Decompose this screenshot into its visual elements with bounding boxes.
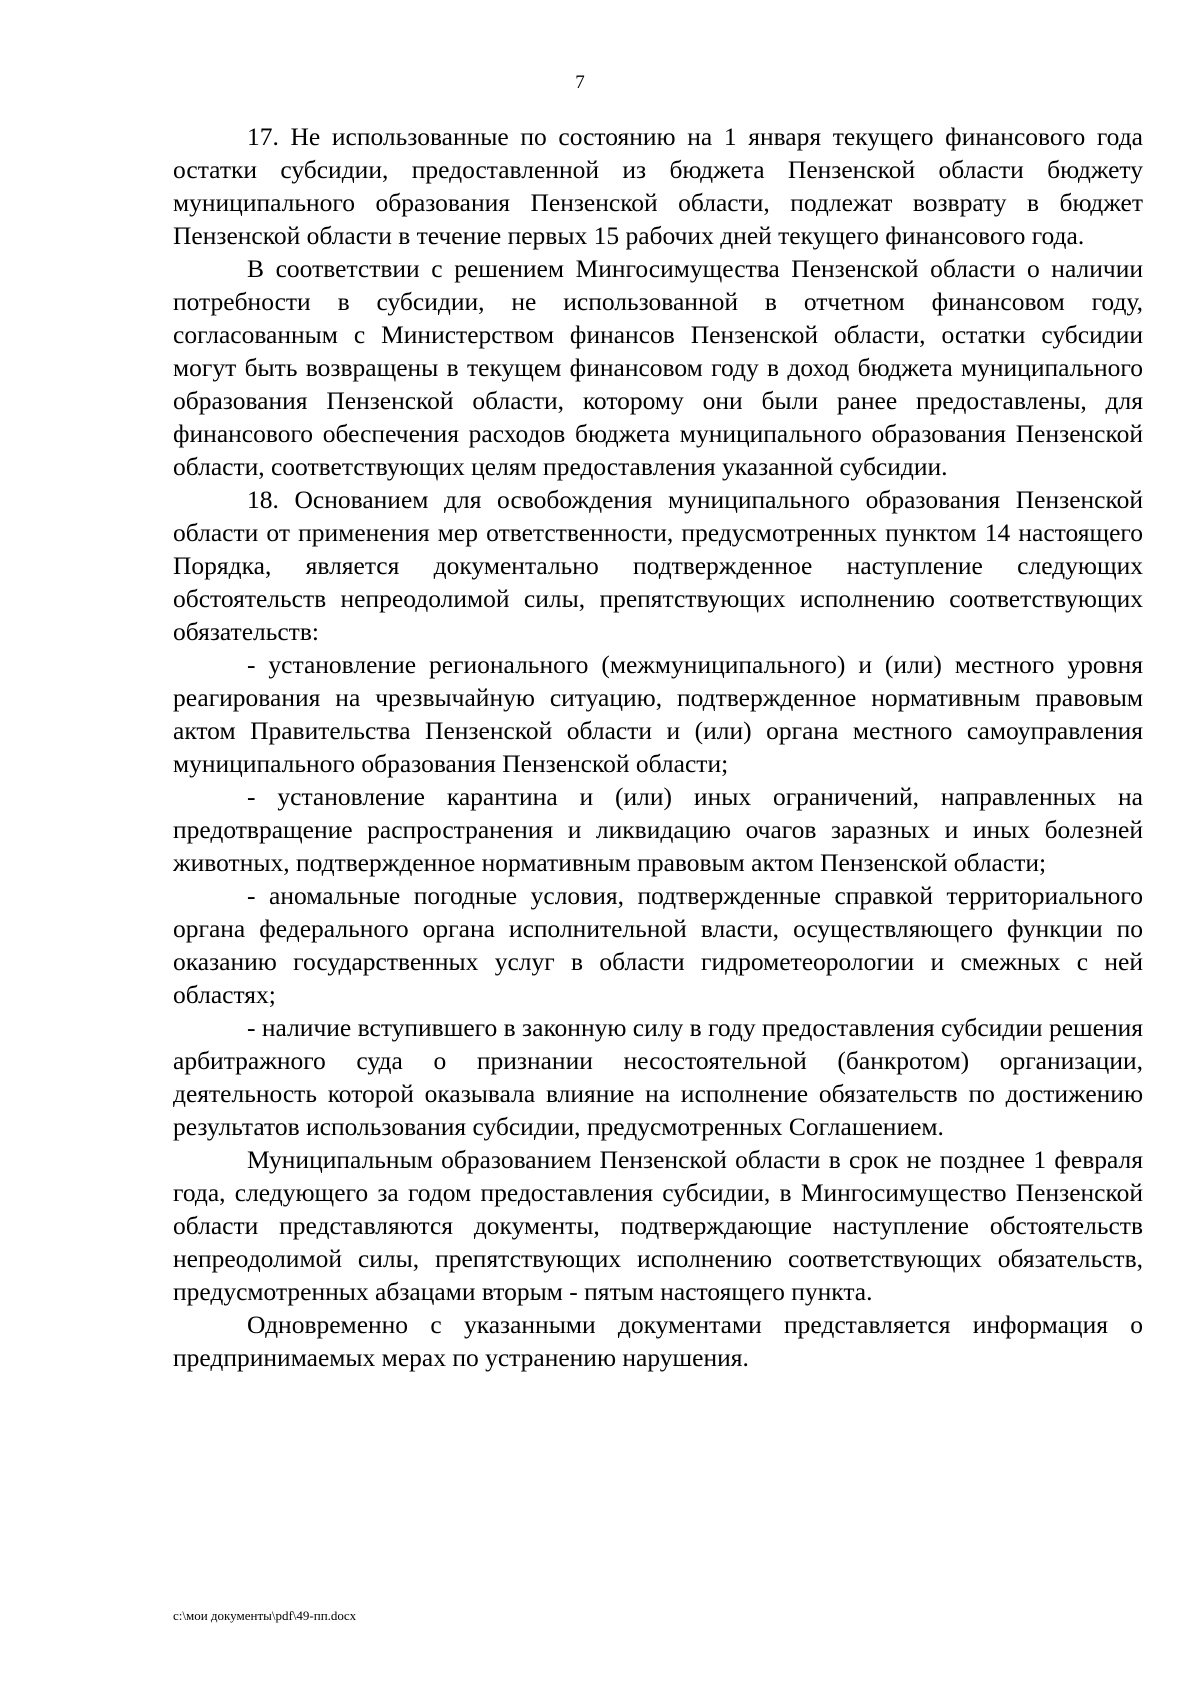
paragraph-18: 18. Основанием для освобождения муниципального образования Пензенской области от применения мер ответственности, предусмотренных пунктом 14 настоящего Порядка, является документально подтвержденное наступление следующих обстоятельств непреодолимой силы, препятствующих исполнению соответствующих обязательств: bbox=[173, 485, 1143, 646]
page-number: 7 bbox=[575, 72, 585, 93]
paragraph-17-return: В соответствии с решением Мингосимущества Пензенской области о наличии потребности в субсидии, не использованной в отчетном финансовом году, согласованным с Министерством финансов Пензенской области, остатки субсидии могут быть возвращены в текущем финансовом году в доход бюджета муниципального образования Пензенской области, которому они были ранее предоставлены, для финансового обеспечения расходов бюджета муниципального образования Пензенской области, соответствующих целям предоставления указанной субсидии. bbox=[173, 254, 1143, 481]
document-body bbox=[173, 120, 1143, 1374]
paragraph-17: 17. Не использованные по состоянию на 1 января текущего финансового года остатки субсидии, предоставленной из бюджета Пензенской области бюджету муниципального образования Пензенской области, подлежат возврату в бюджет Пензенской области в течение первых 15 рабочих дней текущего финансового года. bbox=[173, 122, 1143, 250]
list-item-weather: - аномальные погодные условия, подтвержденные справкой территориального органа федерального органа исполнительной власти, осуществляющего функции по оказанию государственных услуг в области гидрометеорологии и смежных с ней областях; bbox=[173, 881, 1143, 1009]
list-item-emergency: - установление регионального (межмуниципального) и (или) местного уровня реагирования на чрезвычайную ситуацию, подтвержденное нормативным правовым актом Правительства Пензенской области и (или) органа местного самоуправления муниципального образования Пензенской области; bbox=[173, 650, 1143, 778]
list-item-bankruptcy: - наличие вступившего в законную силу в году предоставления субсидии решения арбитражного суда о признании несостоятельной (банкротом) организации, деятельность которой оказывала влияние на исполнение обязательств по достижению результатов использования субсидии, предусмотренных Соглашением. bbox=[173, 1013, 1143, 1141]
footer-file-path: c:\мои документы\pdf\49-пп.docx bbox=[173, 1608, 357, 1623]
paragraph-documents-deadline: Муниципальным образованием Пензенской области в срок не позднее 1 февраля года, следующего за годом предоставления субсидии, в Мингосимущество Пензенской области представляются документы, подтверждающие наступление обстоятельств непреодолимой силы, препятствующих исполнению соответствующих обязательств, предусмотренных абзацами вторым - пятым настоящего пункта. bbox=[173, 1145, 1143, 1306]
paragraph-measures-info: Одновременно с указанными документами представляется информация о предпринимаемых мерах по устранению нарушения. bbox=[173, 1310, 1143, 1372]
list-item-quarantine: - установление карантина и (или) иных ограничений, направленных на предотвращение распространения и ликвидацию очагов заразных и иных болезней животных, подтвержденное нормативным правовым актом Пензенской области; bbox=[173, 782, 1143, 877]
